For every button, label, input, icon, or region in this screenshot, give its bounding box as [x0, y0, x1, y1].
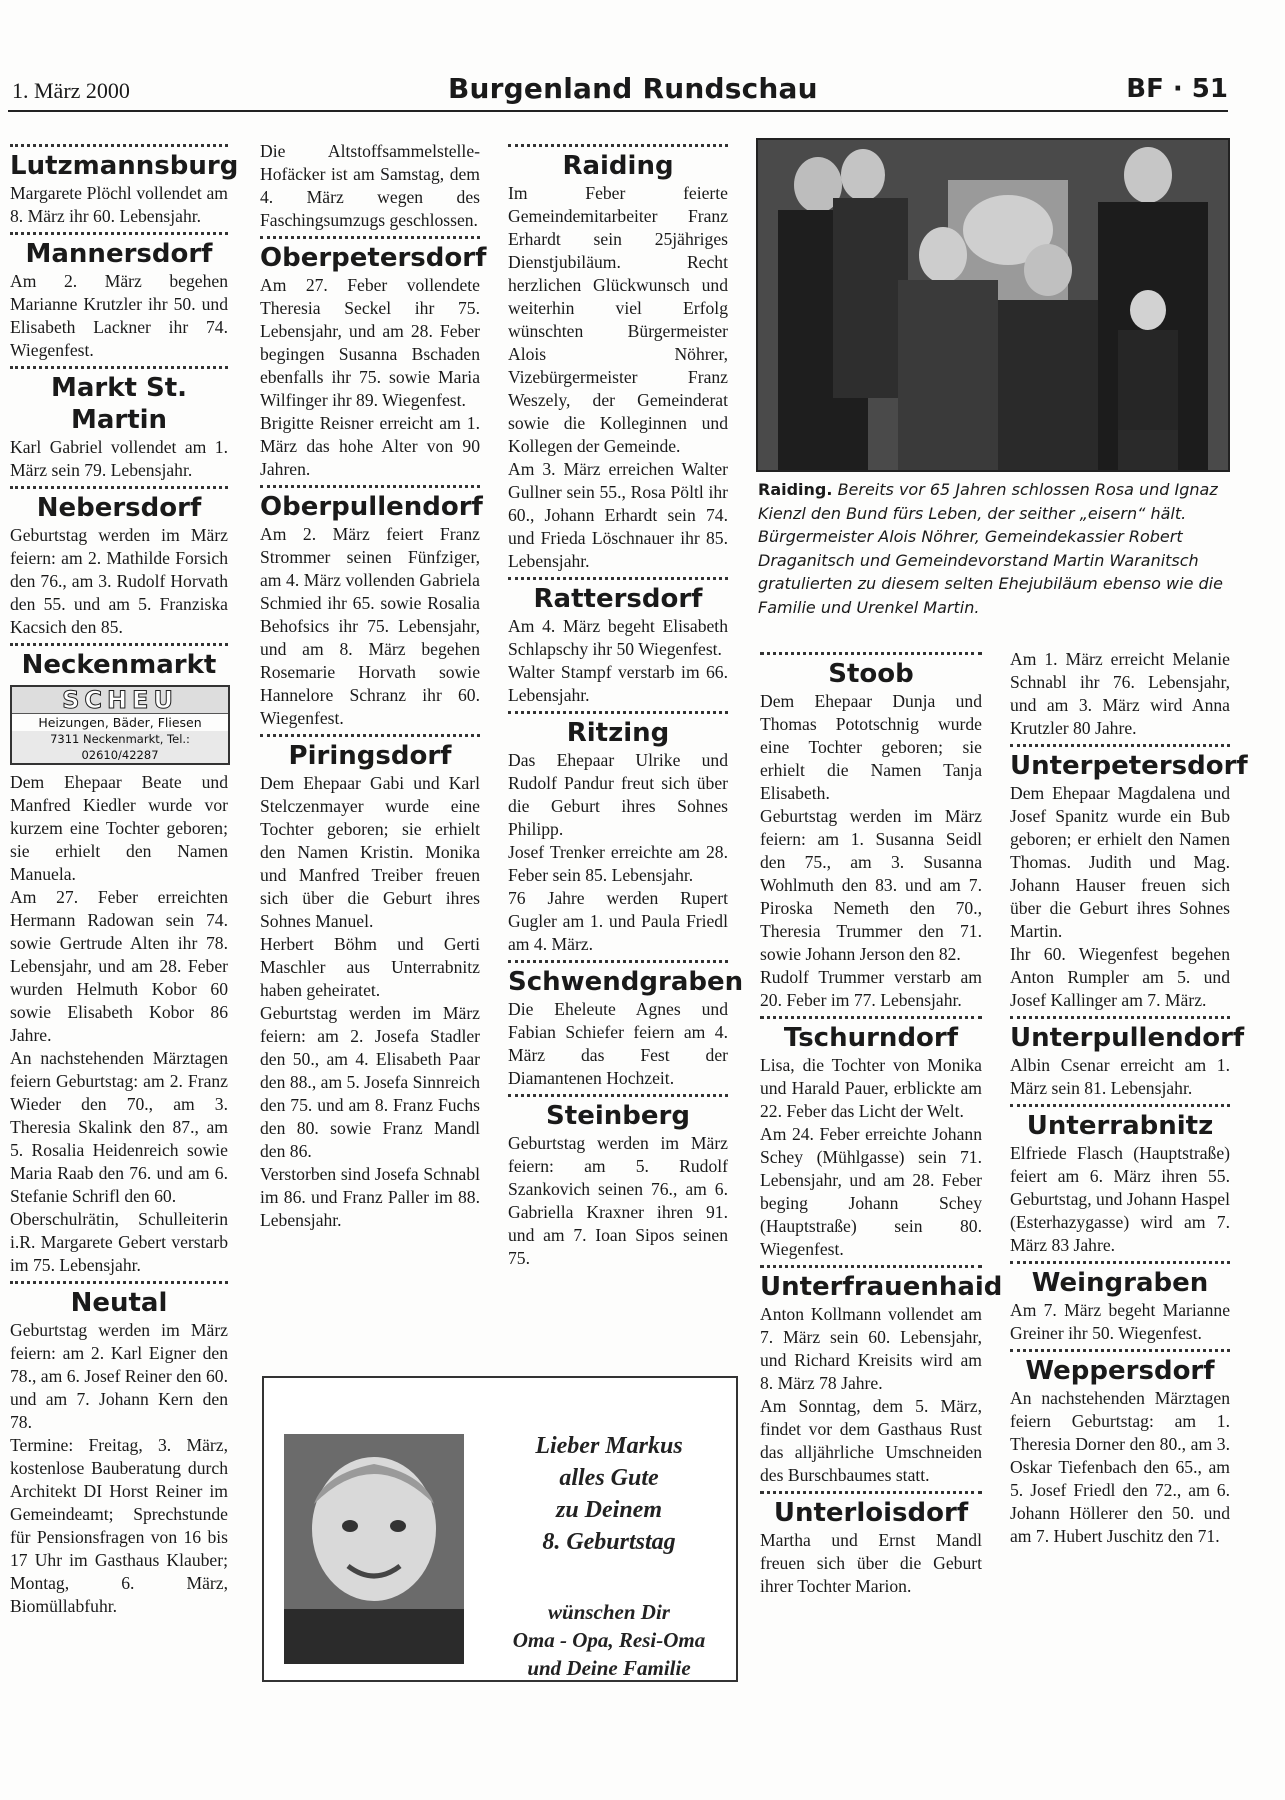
section-weingraben — [1010, 1261, 1230, 1345]
section-heading: Oberpetersdorf — [260, 243, 487, 273]
section-piringsdorf — [260, 734, 480, 1232]
dotted-divider — [760, 1491, 982, 1494]
section-stoob — [760, 652, 982, 1012]
section-paragraph: Am 1. März erreicht Melanie Schnabl ihr 76. Lebensjahr, und am 3. März wird Anna Krutzler 80 Jahre. — [1010, 649, 1230, 738]
column-4 — [760, 648, 1003, 1598]
section-heading: Lutzmannsburg — [10, 151, 239, 181]
section-paragraph: Geburtstag werden im März feiern: am 5. Rudolf Szankovich seinen 76., am 6. Gabriella Kraxner ihren 91. und am 7. Ioan Sipos seinen 75. — [508, 1133, 728, 1268]
dotted-divider — [1010, 1261, 1230, 1264]
section-paragraph: Elfriede Flasch (Hauptstraße) feiert am 6. März ihren 55. Geburtstag, und Johann Haspel (Esterhazygasse) wird am 7. März 83 Jahre. — [1010, 1143, 1230, 1255]
section-schwendgraben — [508, 960, 744, 1090]
column-1 — [10, 140, 239, 1618]
section-tschurndorf — [760, 1016, 982, 1261]
section-paragraph: Die Eheleute Agnes und Fabian Schiefer feiern am 4. März das Fest der Diamantenen Hochzeit. — [508, 999, 728, 1088]
section-heading: Nebersdorf — [36, 493, 202, 523]
column-1-bottom — [10, 771, 228, 1618]
child-portrait-photo — [284, 1434, 464, 1664]
dotted-divider — [10, 486, 228, 489]
section-heading: Raiding — [562, 151, 674, 181]
section-unterpetersdorf — [1010, 744, 1248, 1012]
greeting-line-5: wünschen Dir — [548, 1600, 670, 1624]
section-paragraph: Verstorben sind Josefa Schnabl im 86. und Franz Paller im 88. Lebensjahr. — [260, 1164, 480, 1230]
section-heading: Neutal — [70, 1288, 168, 1318]
dotted-divider — [1010, 1349, 1230, 1352]
section-paragraph: Am 4. März begeht Elisabeth Schlapschy ihr 50 Wiegenfest. — [508, 616, 728, 659]
section-paragraph: Am 2. März feiert Franz Strommer seinen Fünfziger, am 4. März vollenden Gabriela Schmied ihr 65. sowie Rosalia Behofsics ihr 75. Lebensjahr, und am 8. März begehen Rosemarie Horvath sowie Hannelore Schranz ihr 60. Wiegenfest. — [260, 524, 480, 728]
section-nebersdorf — [10, 486, 228, 639]
dotted-divider — [760, 1016, 982, 1019]
dotted-divider — [508, 960, 728, 963]
greeting-line-3: zu Deinem — [555, 1497, 662, 1523]
newspaper-title: Burgenland Rundschau — [448, 72, 818, 105]
greeting-line-1: Lieber Markus — [535, 1433, 683, 1459]
dotted-divider — [260, 485, 480, 488]
section-heading: Unterloisdorf — [773, 1498, 969, 1528]
section-paragraph: Am Sonntag, dem 5. März, findet vor dem Gasthaus Rust das alljährliche Umschneiden des Burschbaumes statt. — [760, 1396, 982, 1485]
scheu-logo: SCHEU — [12, 687, 228, 714]
greeting-text — [484, 1430, 734, 1682]
section-paragraph: 76 Jahre werden Rupert Gugler am 1. und Paula Friedl am 4. März. — [508, 888, 728, 954]
section-oberpetersdorf — [260, 236, 487, 481]
section-paragraph: Im Feber feierte Gemeindemitarbeiter Franz Erhardt sein 25jähriges Dienstjubiläum. Recht herzlichen Glückwunsch und weiterhin viel Erfolg wünschten Bürgermeister Alois Nöhrer, Vizebürgermeister Franz Weszely, der Gemeinderat sowie die Kolleginnen und Kollegen der Gemeinde. — [508, 183, 728, 456]
section-paragraph: Termine: Freitag, 3. März, kostenlose Bauberatung durch Architekt DI Horst Reiner im Gemeindeamt; Sprechstunde für Pensionsfragen von 16 bis 17 Uhr im Gasthaus Klauber; Montag, 6. März, Biomüllabfuhr. — [10, 1435, 228, 1616]
section-heading: Unterpullendorf — [1010, 1023, 1245, 1053]
dotted-divider — [260, 236, 480, 239]
section-neutal — [10, 1281, 228, 1618]
section-paragraph: Karl Gabriel vollendet am 1. März sein 79. Lebensjahr. — [10, 437, 228, 480]
section-lutzmannsburg — [10, 144, 239, 228]
section-paragraph: Josef Trenker erreichte am 28. Feber sein 85. Lebensjahr. — [508, 842, 728, 885]
section-neckenmarkt — [10, 643, 228, 681]
greeting-line-7: und Deine Familie — [527, 1656, 691, 1680]
section-rattersdorf — [508, 577, 728, 707]
section-steinberg — [508, 1094, 728, 1270]
section-heading: Mannersdorf — [25, 239, 213, 269]
section-paragraph: Das Ehepaar Ulrike und Rudolf Pandur freut sich über die Geburt ihres Sohnes Philipp. — [508, 750, 728, 839]
section-paragraph: Die Altstoffsammelstelle-Hofäcker ist am Samstag, dem 4. März wegen des Faschingsumzugs geschlossen. — [260, 141, 480, 230]
section-paragraph: An nachstehenden Märztagen feiern Geburtstag: am 1. Theresia Dorner den 80., am 3. Oskar Tiefenbach den 65., am 5. Josef Friedl den 72., am 6. Johann Höllerer den 50. und am 7. Hubert Juschitz den 71. — [1010, 1388, 1230, 1546]
column-3 — [508, 140, 744, 1270]
section-ritzing — [508, 711, 728, 956]
birthday-greeting-box — [262, 1376, 738, 1682]
section-heading: Tschurndorf — [783, 1023, 959, 1053]
dotted-divider — [508, 711, 728, 714]
section-heading: Steinberg — [546, 1101, 690, 1131]
dotted-divider — [10, 144, 228, 147]
section-paragraph: Brigitte Reisner erreicht am 1. März das hohe Alter von 90 Jahren. — [260, 413, 480, 479]
greeting-line-6: Oma - Opa, Resi-Oma — [512, 1628, 706, 1652]
section-paragraph: Lisa, die Tochter von Monika und Harald Pauer, erblickte am 22. Feber das Licht der Welt. — [760, 1055, 982, 1121]
section-heading: Piringsdorf — [288, 741, 452, 771]
column-5 — [1010, 648, 1248, 1548]
section-paragraph: Geburtstag werden im März feiern: am 2. Mathilde Forsich den 76., am 3. Rudolf Horvath den 55. und am 5. Franziska Kacsich den 85. — [10, 525, 228, 637]
section-oberpullendorf — [260, 485, 483, 730]
section-paragraph: An nachstehenden Märztagen feiern Geburtstag: am 2. Franz Wieder den 70., am 3. Theresia Skalink den 87., am 5. Rosalia Heidenreich sowie Maria Raab den 76. und am 6. Stefanie Schrifl den 60. — [10, 1048, 228, 1206]
section-continued — [10, 771, 228, 1277]
section-paragraph: Am 27. Feber vollendete Theresia Seckel ihr 75. Lebensjahr, und am 28. Feber begingen Susanna Bschaden ebenfalls ihr 75. sowie Maria Wilfinger ihr 89. Wiegenfest. — [260, 275, 480, 410]
dotted-divider — [260, 734, 480, 737]
dotted-divider — [508, 1094, 728, 1097]
section-paragraph: Dem Ehepaar Gabi und Karl Stelczenmayer wurde eine Tochter geboren; sie erhielt den Namen Kristin. Monika und Manfred Treiber freuen sich über die Geburt ihres Sohnes Manuel. — [260, 773, 480, 931]
greeting-line-2: alles Gute — [559, 1465, 659, 1491]
dotted-divider — [760, 1265, 982, 1268]
section-paragraph: Rudolf Trummer verstarb am 20. Feber im 77. Lebensjahr. — [760, 967, 982, 1010]
section-paragraph: Martha und Ernst Mandl freuen sich über die Geburt ihrer Tochter Marion. — [760, 1530, 982, 1596]
section-raiding — [508, 144, 728, 573]
section-paragraph: Geburtstag werden im März feiern: am 2. Josefa Stadler den 50., am 4. Elisabeth Paar den 88., am 5. Josefa Sinnreich den 75. und am 8. Franz Fuchs den 80. sowie Franz Mandl den 86. — [260, 1003, 480, 1161]
caption-text: Bereits vor 65 Jahren schlossen Rosa und Ignaz Kienzl den Bund fürs Leben, der seither „eisern“ hält. Bürgermeister Alois Nöhrer, Gemeindekassier Robert Draganitsch und Gemeindevorstand Martin Waranitsch gratulierten zu diesem selten Ehejubiläum ebenso wie die Familie und Urenkel Martin. — [758, 480, 1223, 617]
section-heading: Ritzing — [566, 718, 670, 748]
section-heading: Markt St. Martin — [50, 373, 188, 435]
dotted-divider — [10, 643, 228, 646]
section-paragraph: Walter Stampf verstarb im 66. Lebensjahr. — [508, 662, 728, 705]
issue-date: 1. März 2000 — [12, 78, 130, 103]
dotted-divider — [508, 144, 728, 147]
section-heading: Oberpullendorf — [260, 492, 483, 522]
page-number: BF · 51 — [1126, 74, 1228, 104]
section-paragraph: Anton Kollmann vollendet am 7. März sein 60. Lebensjahr, und Richard Kreisits wird am 8. März 78 Jahre. — [760, 1304, 982, 1393]
dotted-divider — [10, 232, 228, 235]
caption-place: Raiding. — [758, 480, 833, 499]
section-paragraph: Ihr 60. Wiegenfest begehen Anton Rumpler am 5. und Josef Kallinger am 7. März. — [1010, 944, 1230, 1010]
section-paragraph: Dem Ehepaar Dunja und Thomas Pototschnig wurde eine Tochter geboren; sie erhielt die Namen Tanja Elisabeth. — [760, 691, 982, 803]
section-paragraph: Margarete Plöchl vollendet am 8. März ihr 60. Lebensjahr. — [10, 183, 228, 226]
page-header — [8, 70, 1228, 112]
dotted-divider — [508, 577, 728, 580]
scheu-advertisement — [10, 685, 230, 765]
dotted-divider — [760, 652, 982, 655]
section-unterrabnitz — [1010, 1104, 1230, 1257]
section-continued — [1010, 648, 1230, 740]
raiding-anniversary-photo — [756, 138, 1230, 472]
section-paragraph: Geburtstag werden im März feiern: am 1. Susanna Seidl den 75., am 3. Susanna Wohlmuth den 83. und am 7. Piroska Nemeth den 70., Theresia Trummer den 71. sowie Johann Jerson den 82. — [760, 806, 982, 964]
section-paragraph: Oberschulrätin, Schulleiterin i.R. Margarete Gebert verstarb im 75. Lebensjahr. — [10, 1209, 228, 1275]
section-heading: Stoob — [828, 659, 914, 689]
section-paragraph: Herbert Böhm und Gerti Maschler aus Unterrabnitz haben geheiratet. — [260, 934, 480, 1000]
column-2 — [260, 140, 487, 1232]
section-unterpullendorf — [1010, 1016, 1245, 1100]
section-heading: Weingraben — [1031, 1268, 1209, 1298]
section-paragraph: Am 3. März erreichen Walter Gullner sein 55., Rosa Pöltl ihr 60., Johann Erhardt sein 74. und Frieda Löschnauer ihr 85. Lebensjahr. — [508, 459, 728, 571]
ad-services: Heizungen, Bäder, Fliesen — [38, 715, 202, 730]
section-unterfrauenhaid — [760, 1265, 1003, 1487]
child-portrait-image — [284, 1434, 464, 1664]
section-paragraph: Dem Ehepaar Magdalena und Josef Spanitz wurde ein Bub geboren; er erhielt den Namen Thomas. Judith und Mag. Johann Hauser freuen sich über die Geburt ihres Sohnes Martin. — [1010, 783, 1230, 941]
section-heading: Unterpetersdorf — [1010, 751, 1248, 781]
ad-address: 7311 Neckenmarkt, Tel.: 02610/42287 — [12, 731, 228, 763]
section-continued — [260, 140, 480, 232]
section-heading: Neckenmarkt — [21, 650, 217, 680]
section-heading: Rattersdorf — [533, 584, 703, 614]
section-weppersdorf — [1010, 1349, 1230, 1548]
section-paragraph: Am 27. Feber erreichten Hermann Radowan sein 74. sowie Gertrude Alten ihr 78. Lebensjahr, und am 28. Feber wurden Helmuth Kobor 60 sowie Elisabeth Kobor 86 Jahre. — [10, 887, 228, 1045]
dotted-divider — [1010, 1016, 1230, 1019]
section-heading: Unterfrauenhaid — [760, 1272, 1003, 1302]
dotted-divider — [1010, 744, 1230, 747]
section-paragraph: Am 24. Feber erreichte Johann Schey (Mühlgasse) sein 71. Lebensjahr, und am 28. Feber beging Johann Schey (Hauptstraße) sein 80. Wiegenfest. — [760, 1124, 982, 1259]
photo-caption — [758, 478, 1228, 619]
section-paragraph: Geburtstag werden im März feiern: am 2. Karl Eigner den 78., am 6. Josef Reiner den 60. und am 7. Johann Kern den 78. — [10, 1320, 228, 1432]
section-heading: Schwendgraben — [508, 967, 744, 997]
column-1-top — [10, 144, 239, 681]
greeting-line-4: 8. Geburtstag — [542, 1529, 676, 1555]
section-paragraph: Dem Ehepaar Beate und Manfred Kiedler wurde vor kurzem eine Tochter geboren; sie erhielt den Namen Manuela. — [10, 772, 228, 884]
section-paragraph: Am 2. März begehen Marianne Krutzler ihr 50. und Elisabeth Lackner ihr 74. Wiegenfest. — [10, 271, 228, 360]
dotted-divider — [10, 1281, 228, 1284]
dotted-divider — [10, 366, 228, 369]
section-markt-st-martin — [10, 366, 228, 482]
section-heading: Unterrabnitz — [1026, 1111, 1214, 1141]
group-photo-image — [758, 140, 1228, 470]
section-mannersdorf — [10, 232, 228, 362]
section-paragraph: Albin Csenar erreicht am 1. März sein 81. Lebensjahr. — [1010, 1055, 1230, 1098]
section-heading: Weppersdorf — [1025, 1356, 1215, 1386]
section-unterloisdorf — [760, 1491, 982, 1598]
dotted-divider — [1010, 1104, 1230, 1107]
section-paragraph: Am 7. März begeht Marianne Greiner ihr 50. Wiegenfest. — [1010, 1300, 1230, 1343]
